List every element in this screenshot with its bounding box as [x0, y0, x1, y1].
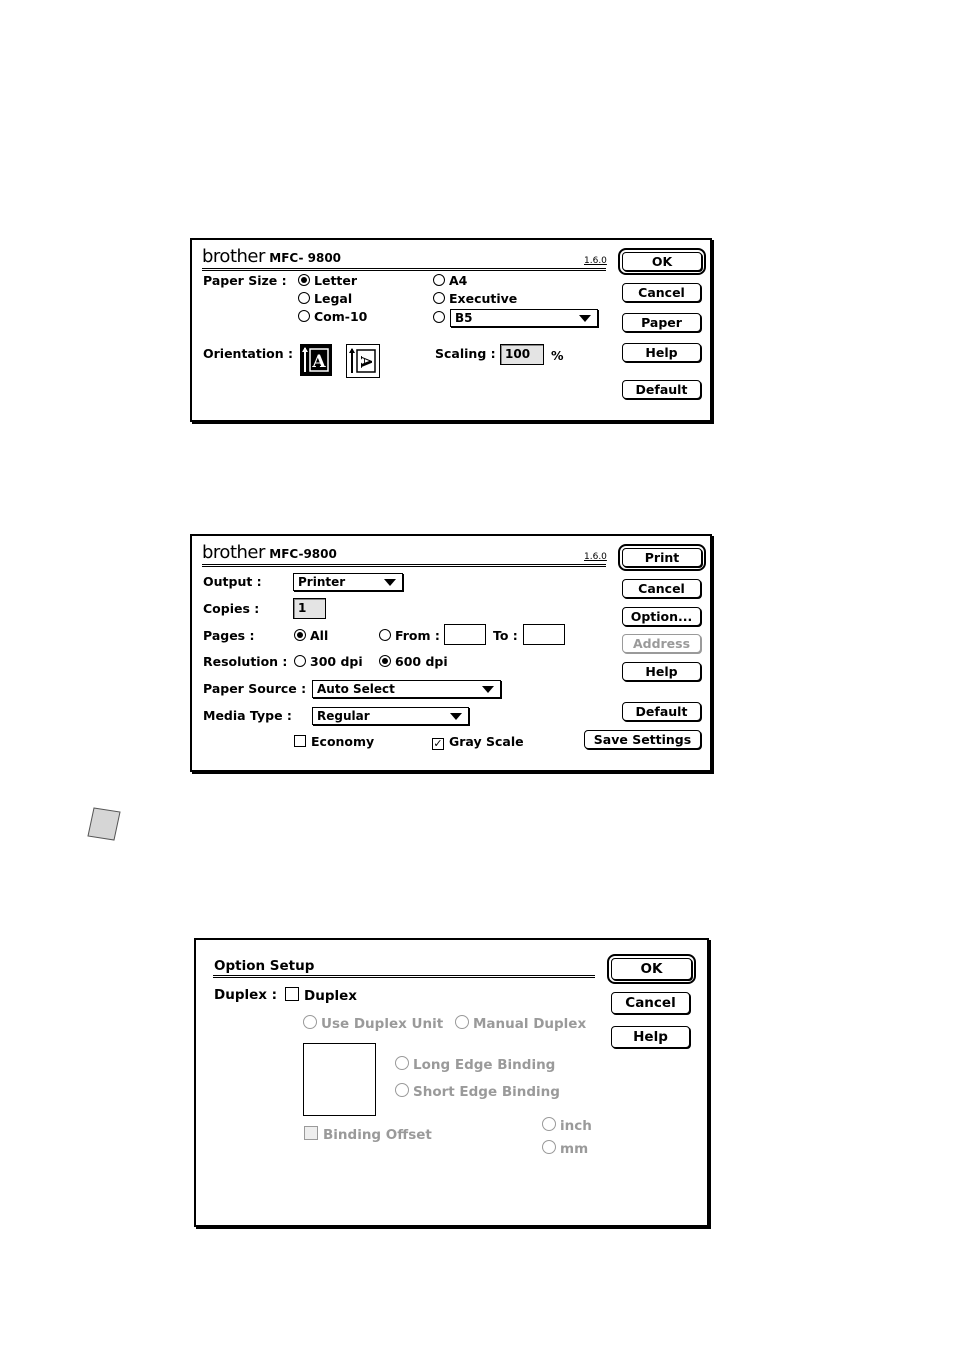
duplex-checkbox-icon [285, 987, 299, 1001]
radio-300dpi-icon [294, 655, 306, 667]
resolution-label: Resolution : [203, 654, 288, 669]
version-label: 1.6.0 [584, 256, 607, 266]
economy-checkbox-icon [294, 735, 306, 747]
option-button[interactable]: Option... [622, 607, 701, 626]
radio-legal-icon [298, 292, 310, 304]
radio-com10[interactable]: Com-10 [298, 309, 367, 324]
radio-executive-icon [433, 292, 445, 304]
radio-pages-from[interactable]: From : [379, 628, 440, 643]
pages-to-input[interactable] [523, 624, 565, 645]
pages-to-label: To : [493, 628, 518, 643]
landscape-orientation-icon[interactable] [346, 344, 380, 378]
default-button[interactable]: Default [622, 702, 701, 721]
radio-inch-icon [542, 1117, 556, 1131]
address-button[interactable]: Address [622, 634, 701, 653]
print-button[interactable]: Print [622, 548, 702, 567]
radio-executive[interactable]: Executive [433, 291, 517, 306]
save-settings-button[interactable]: Save Settings [584, 730, 701, 749]
copies-input[interactable]: 1 [293, 598, 326, 619]
radio-use-duplex-unit-icon [303, 1015, 317, 1029]
radio-a4[interactable]: A4 [433, 273, 467, 288]
ok-button[interactable]: OK [622, 252, 702, 271]
help-button[interactable]: Help [622, 662, 701, 681]
paper-size-label: Paper Size : [203, 273, 287, 288]
radio-inch[interactable]: inch [542, 1117, 592, 1134]
paper-size-select[interactable]: B5 [450, 309, 598, 327]
help-button[interactable]: Help [622, 343, 701, 362]
paper-source-label: Paper Source : [203, 681, 307, 696]
ok-button[interactable]: OK [611, 958, 692, 980]
radio-300dpi[interactable]: 300 dpi [294, 654, 363, 669]
media-type-label: Media Type : [203, 708, 292, 723]
svg-text:A: A [357, 356, 375, 368]
paper-button[interactable]: Paper [622, 313, 701, 332]
svg-text:A: A [312, 352, 326, 372]
output-label: Output : [203, 574, 262, 589]
title-divider [213, 975, 595, 978]
gray-scale-checkbox[interactable]: ✓ Gray Scale [433, 734, 524, 750]
scaling-unit: % [551, 348, 564, 363]
paper-source-select[interactable]: Auto Select [312, 680, 501, 698]
help-button[interactable]: Help [611, 1026, 690, 1048]
checkmark-icon: ✓ [433, 737, 443, 750]
radio-manual-duplex[interactable]: Manual Duplex [455, 1015, 586, 1032]
duplex-label: Duplex : [214, 987, 278, 1003]
cancel-button[interactable]: Cancel [622, 579, 701, 598]
cancel-button[interactable]: Cancel [611, 992, 690, 1014]
print-dialog [190, 534, 712, 772]
radio-600dpi-icon [379, 655, 391, 667]
radio-long-edge[interactable]: Long Edge Binding [395, 1056, 555, 1073]
dialog-title: Option Setup [214, 958, 315, 974]
chevron-down-icon [482, 686, 494, 693]
radio-short-edge[interactable]: Short Edge Binding [395, 1083, 560, 1100]
radio-long-edge-icon [395, 1056, 409, 1070]
radio-pages-all-icon [294, 629, 306, 641]
option-setup-dialog [194, 938, 709, 1227]
radio-use-duplex-unit[interactable]: Use Duplex Unit [303, 1015, 443, 1032]
radio-com10-icon [298, 310, 310, 322]
chevron-down-icon [579, 315, 591, 322]
page-setup-dialog [190, 238, 712, 422]
radio-600dpi[interactable]: 600 dpi [379, 654, 448, 669]
model-name: MFC- 9800 [269, 251, 342, 265]
pages-from-input[interactable] [444, 624, 486, 645]
binding-preview [303, 1043, 376, 1116]
chevron-down-icon [450, 713, 462, 720]
radio-pages-from-icon [379, 629, 391, 641]
note-icon [84, 804, 124, 844]
dialog-header [202, 542, 337, 563]
radio-other-icon [433, 311, 445, 323]
radio-short-edge-icon [395, 1083, 409, 1097]
model-name: MFC-9800 [269, 547, 337, 561]
economy-checkbox[interactable]: Economy [294, 734, 374, 749]
radio-manual-duplex-icon [455, 1015, 469, 1029]
binding-offset-checkbox[interactable]: Binding Offset [304, 1126, 432, 1143]
radio-letter-icon [298, 274, 310, 286]
version-label: 1.6.0 [584, 552, 607, 562]
copies-label: Copies : [203, 601, 260, 616]
radio-other[interactable] [433, 310, 449, 325]
header-divider [202, 268, 606, 271]
dialog-header [202, 246, 341, 267]
brother-logo: brother [202, 542, 265, 563]
cancel-button[interactable]: Cancel [622, 283, 701, 302]
radio-mm[interactable]: mm [542, 1140, 588, 1157]
portrait-orientation-icon[interactable] [300, 344, 332, 376]
binding-offset-checkbox-icon [304, 1126, 318, 1140]
radio-pages-all[interactable]: All [294, 628, 328, 643]
output-select[interactable]: Printer [293, 573, 403, 591]
default-button[interactable]: Default [622, 380, 701, 399]
radio-a4-icon [433, 274, 445, 286]
duplex-checkbox[interactable]: Duplex [285, 987, 357, 1004]
radio-mm-icon [542, 1140, 556, 1154]
radio-letter[interactable]: Letter [298, 273, 357, 288]
radio-legal[interactable]: Legal [298, 291, 352, 306]
pages-label: Pages : [203, 628, 255, 643]
header-divider [202, 564, 606, 567]
brother-logo: brother [202, 246, 265, 267]
chevron-down-icon [384, 579, 396, 586]
scaling-input[interactable]: 100 [500, 344, 544, 365]
scaling-label: Scaling : [435, 346, 496, 361]
orientation-label: Orientation : [203, 346, 293, 361]
media-type-select[interactable]: Regular [312, 707, 469, 725]
